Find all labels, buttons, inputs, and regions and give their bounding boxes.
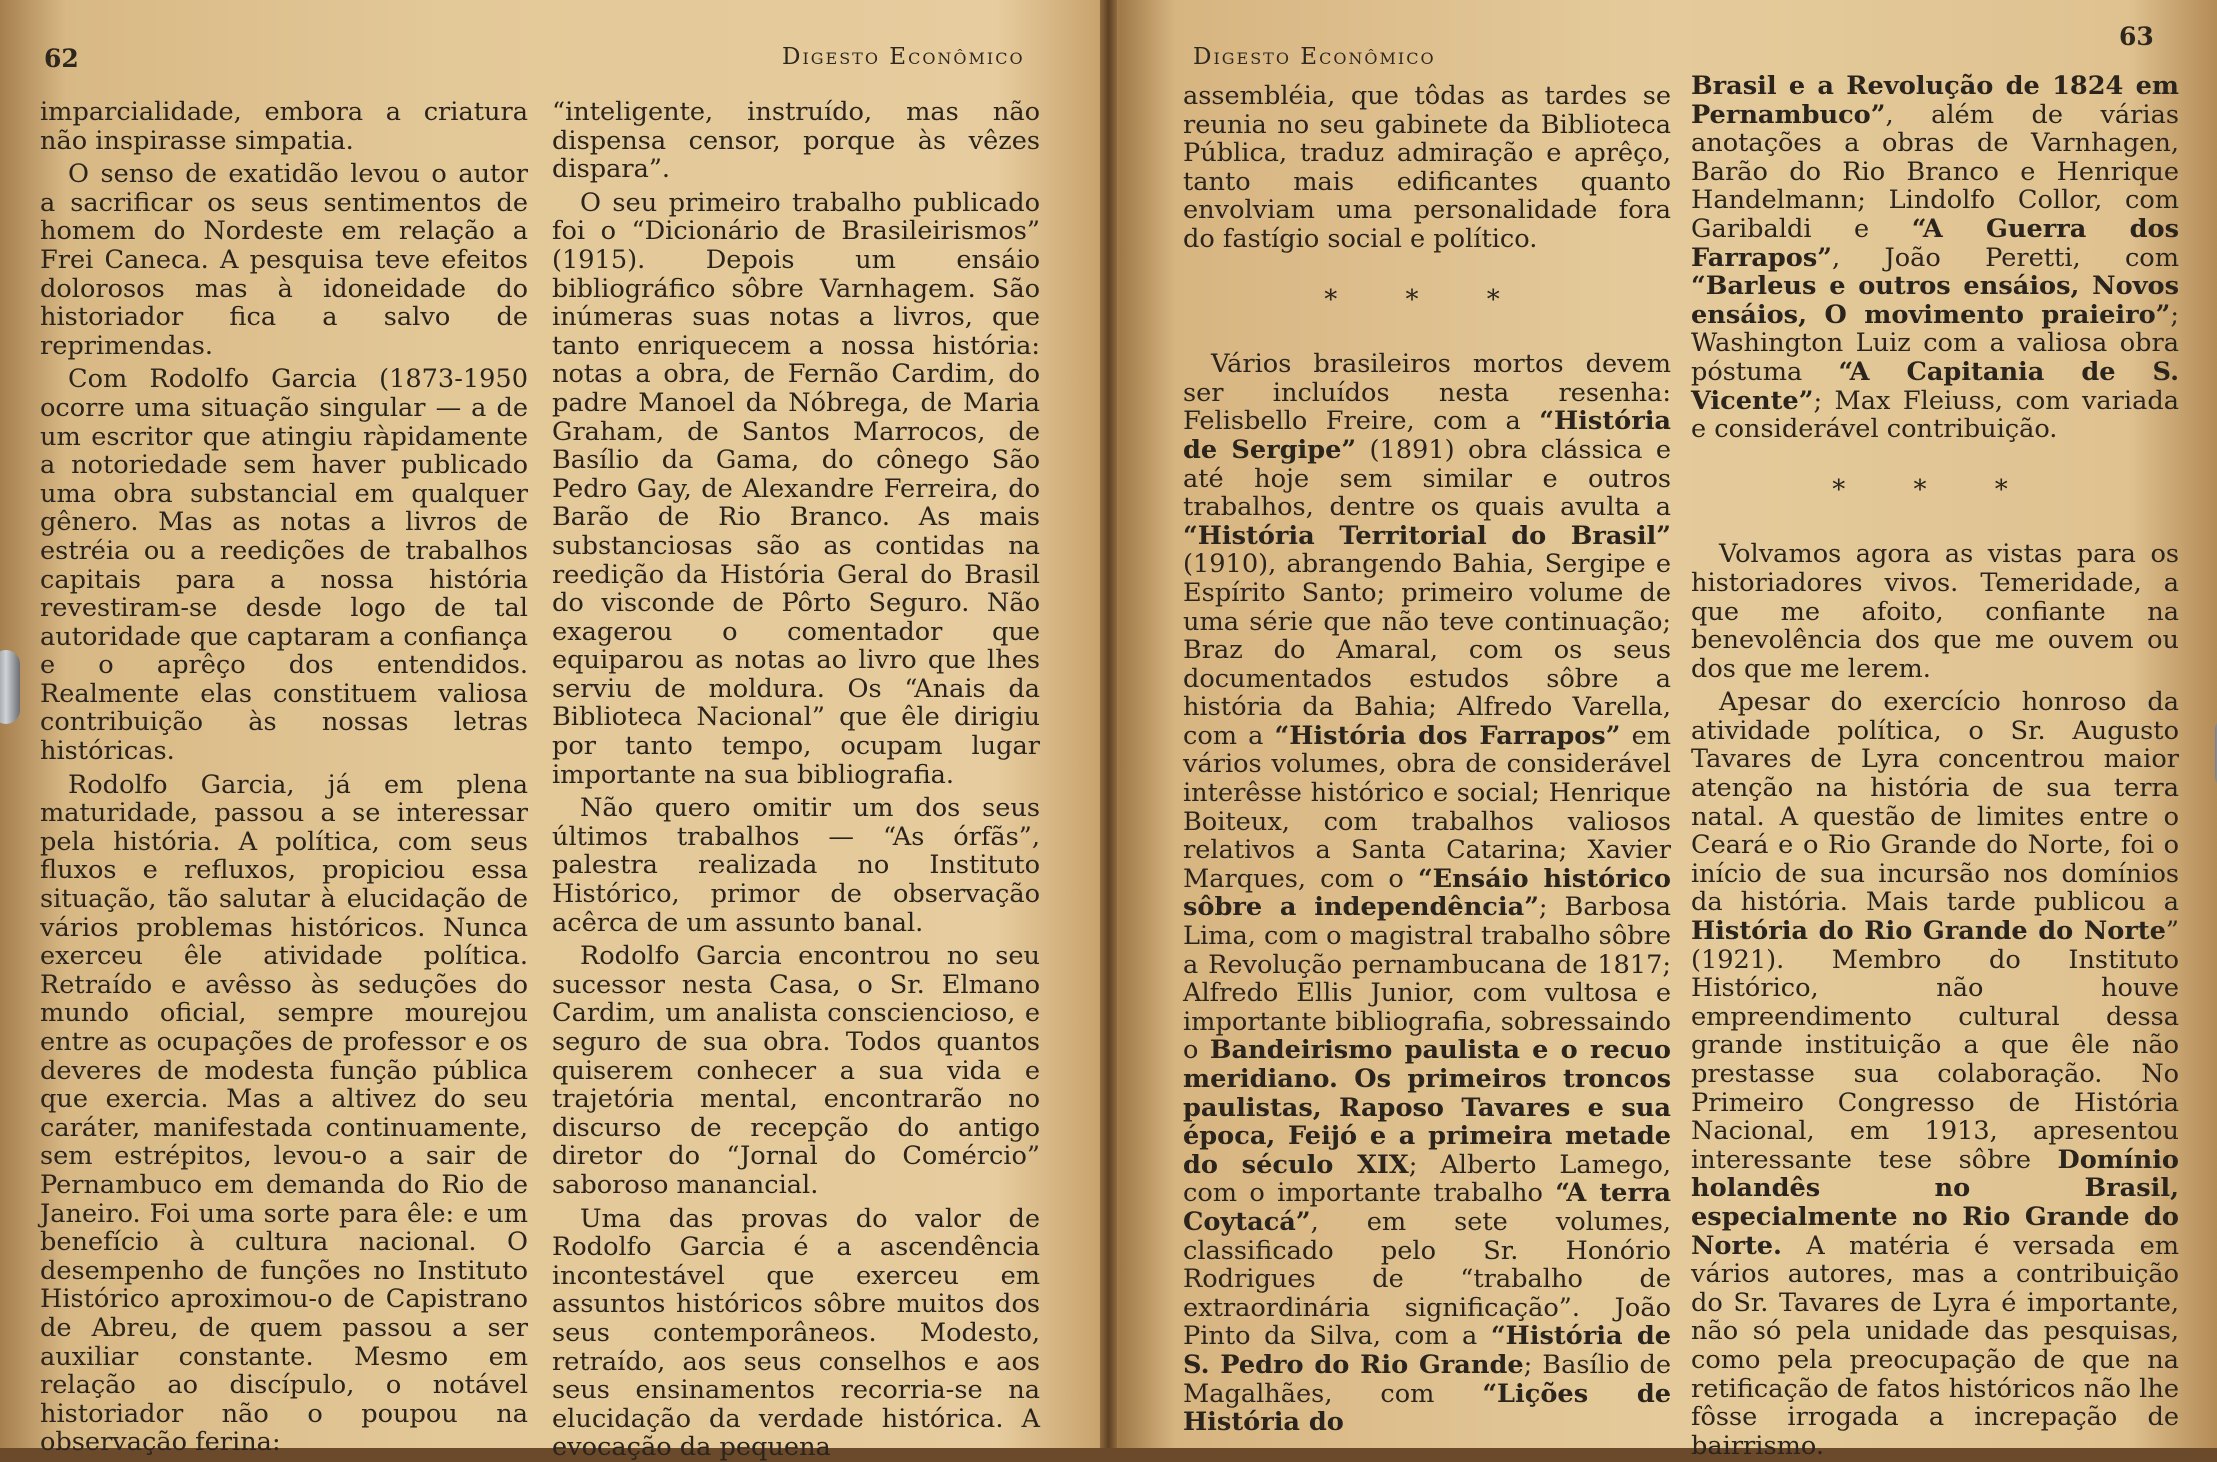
text-run: ; Washington Luiz com a valiosa obra póstuma bbox=[1691, 299, 2179, 387]
bold-title: Domínio holandês no Brasil, especialmente no Rio Grande do Norte. bbox=[1691, 1144, 2179, 1261]
paragraph: Não quero omitir um dos seus últimos trabalhos — “As órfãs”, palestra realizada no Instituto Histórico, primor de observação acêrca de um assunto banal. bbox=[552, 793, 1040, 938]
paragraph: Uma das provas do valor de Rodolfo Garcia é a ascendência incontestável que exerceu em assuntos históricos sôbre muitos dos seus contemporâneos. Modesto, retraído, aos seus conselhos e aos seus ensinamentos recorria-se na elucidação da verdade histórica. A evocação da pequena bbox=[552, 1203, 1040, 1462]
bold-title: “História de S. Pedro do Rio Grande bbox=[1183, 1321, 1671, 1380]
book-gutter bbox=[1100, 0, 1117, 1448]
bold-title: “História Territorial do Brasil” bbox=[1183, 520, 1671, 551]
bold-title: “Barleus e outros ensáios, Novos ensáios, O movimento praieiro” bbox=[1691, 271, 2179, 330]
right-column-2 bbox=[1691, 72, 2179, 1460]
bold-title: “A terra Coytacá” bbox=[1183, 1178, 1672, 1237]
paragraph: Rodolfo Garcia, já em plena maturidade, passou a se interessar pela história. A política, com seus fluxos e refluxos, propiciou essa situação, tão salutar à elucidação de vários problemas históricos. Nunca exerceu êle atividade política. Retraído e avêsso às seduções do mundo oficial, sempre mourejou entre as ocupações de professor e os deveres de modesta função pública que exercia. Mas a altivez do seu caráter, manifestada continuamente, sem estrépitos, levou-o a sair de Pernambuco em demanda do Rio de Janeiro. Foi uma sorte para êle: e um benefício à cultura nacional. O desempenho de funções no Instituto Histórico aproximou-o de Capistrano de Abreu, de quem passou a ser auxiliar constante. Mesmo em relação ao discípulo, o notável historiador não o poupou na observação ferina: bbox=[40, 769, 528, 1458]
paragraph-historiadores-vivos bbox=[1691, 540, 2179, 683]
text-run: Volvamos agora as vistas para os historiadores vivos. Temeridade, a que me afoito, confiante na benevolência dos que me ouvem ou dos que me lerem. bbox=[1691, 539, 2179, 684]
text-run: A matéria é versada em vários autores, mas a contribuição do Sr. Tavares de Lyra é importante, não só pela unidade das pesquisas, como pela preocupação de que na retificação de fatos históricos não lhe fôsse irrogada a increpação de bairrismo. bbox=[1691, 1230, 2179, 1461]
bold-title: História do Rio Grande do Norte bbox=[1691, 916, 2166, 947]
text-run: ; Alberto Lamego, com o importante trabalho bbox=[1183, 1149, 1671, 1209]
text-run: , além de várias anotações a obras de Varnhagen, Barão do Rio Branco e Henrique Handelmann; Lindolfo Collor, com Garibaldi e bbox=[1691, 99, 2179, 244]
bold-title: Brasil e a Revolução de 1824 em Pernambuco” bbox=[1691, 71, 2179, 130]
bold-title: “Ensáio histórico sôbre a independência” bbox=[1183, 863, 1672, 923]
bold-title: “Lições de História do bbox=[1183, 1378, 1671, 1438]
binder-clip bbox=[0, 650, 20, 724]
left-column-2 bbox=[552, 98, 1040, 1462]
text-run: ” (1921). Membro do Instituto Histórico, não houve empreendimento cultural dessa grande instituição a que êle não prestasse sua colaboração. No Primeiro Congresso de História Nacional, em 1913, apresentou interessante tese sôbre bbox=[1691, 916, 2179, 1175]
paragraph: Com Rodolfo Garcia (1873-1950 ocorre uma situação singular — a de um escritor que atingiu ràpidamente a notoriedade sem haver publicado uma obra substancial em qualquer gênero. Mas as notas a livros de estréia ou a reedições de trabalhos capitais para a nossa história revestiram-se desde logo de tal autoridade que captaram a confiança e o aprêço dos entendidos. Realmente elas constituem valiosa contribuição às nossas letras históricas. bbox=[40, 364, 528, 767]
text-run: ; Basílio de Magalhães, com bbox=[1183, 1349, 1671, 1409]
text-run: (1910), abrangendo Bahia, Sergipe e Espírito Santo; primeiro volume de uma série que não teve continuação; Braz do Amaral, com os seus documentados estudos sôbre a história da Bahia; Alfredo Varella, com a bbox=[1183, 549, 1671, 751]
text-run: , em sete volumes, classificado pelo Sr. Honório Rodrigues de “trabalho de extraordinária significação”. João Pinto da Silva, com a bbox=[1183, 1206, 1671, 1352]
text-run: (1891) obra clássica e até hoje sem similar e outros trabalhos, dentre os quais avulta a bbox=[1183, 434, 1672, 523]
bold-title: Bandeirismo paulista e o recuo meridiano. Os primeiros troncos paulistas, Raposo Tavares e sua época, Feijó e a primeira metade do século XIX bbox=[1183, 1035, 1672, 1180]
bold-title: “História dos Farrapos” bbox=[1274, 720, 1621, 751]
text-run: ; Barbosa Lima, com o magistral trabalho sôbre a Revolução pernambucana de 1817; Alfredo Ellis Junior, com vultosa e importante bibliografia, sobressaindo o bbox=[1183, 892, 1672, 1066]
bold-title: “A Guerra dos Farrapos” bbox=[1691, 213, 2179, 273]
text-run: Vários brasileiros mortos devem ser incluídos nesta resenha: Felisbello Freire, com a bbox=[1183, 349, 1671, 437]
text-run: em vários volumes, obra de considerável interêsse histórico e social; Henrique Boiteux, com trabalhos valiosos relativos a Santa Catarina; Xavier Marques, com o bbox=[1183, 720, 1671, 894]
paragraph: “inteligente, instruído, mas não dispensa censor, porque às vêzes dispara”. bbox=[552, 97, 1040, 185]
paragraph: assembléia, que tôdas as tardes se reunia no seu gabinete da Biblioteca Pública, traduz admiração e aprêço, tanto mais edificantes quanto envolviam uma personalidade fora do fastígio social e político. bbox=[1183, 81, 1671, 254]
paragraph: Rodolfo Garcia encontrou no seu sucessor nesta Casa, o Sr. Elmano Cardim, um analista consciencioso, e seguro de sua obra. Todos quantos quiserem conhecer a sua vida e trajetória mental, encontrarão no discurso de recepção do antigo diretor do “Jornal do Comércio” saboroso manancial. bbox=[552, 941, 1040, 1200]
left-page bbox=[0, 0, 1100, 1462]
right-column-1 bbox=[1183, 82, 1671, 1437]
text-run: ; Max Fleiuss, com variada e considerável contribuição. bbox=[1691, 385, 2179, 445]
bold-title: “A Capitania de S. Vicente” bbox=[1691, 356, 2179, 416]
page-number: 62 bbox=[44, 44, 79, 73]
page-number: 63 bbox=[2119, 22, 2154, 51]
paragraph: imparcialidade, embora a criatura não inspirasse simpatia. bbox=[40, 97, 528, 156]
running-head: Digesto Econômico bbox=[782, 44, 1025, 70]
paragraph-continuation bbox=[1691, 72, 2179, 444]
section-separator: * * * bbox=[1832, 474, 2038, 505]
left-column-1 bbox=[40, 98, 528, 1457]
bold-title: “História de Sergipe” bbox=[1183, 406, 1671, 465]
paragraph: O seu primeiro trabalho publicado foi o “Dicionário de Brasileirismos” (1915). Depois um ensáio bibliográfico sôbre Varnhagem. São inúmeras suas notas a livros, que tanto enriquecem a nossa história: notas a obra, de Fernão Cardim, do padre Manoel da Nóbrega, de Maria Graham, de Santos Marrocos, de Basílio da Gama, do cônego São Pedro Gay, de Alexandre Ferreira, do Barão de Rio Branco. As mais substanciosas são as contidas na reedição da História Geral do Brasil do visconde de Pôrto Seguro. Não exagerou o comentador que equiparou as notas ao livro que lhes serviu de moldura. Os “Anais da Biblioteca Nacional” que êle dirigiu por tanto tempo, ocupam lugar importante na sua bibliografia. bbox=[552, 187, 1040, 790]
running-head: Digesto Econômico bbox=[1193, 44, 1436, 70]
text-run: Apesar do exercício honroso da atividade política, o Sr. Augusto Tavares de Lyra concentrou maior atenção na história de sua terra natal. A questão de limites entre o Ceará e o Rio Grande do Norte, foi o início de sua incursão nos domínios da história. Mais tarde publicou a bbox=[1691, 687, 2179, 918]
right-page bbox=[1117, 0, 2217, 1461]
paragraph-felisbello bbox=[1183, 350, 1671, 1437]
section-separator: * * * bbox=[1324, 284, 1530, 315]
paragraph: O senso de exatidão levou o autor a sacrificar os seus sentimentos de homem do Nordeste em relação a Frei Caneca. A pesquisa teve efeitos dolorosos mas à idoneidade do historiador fica a salvo de reprimendas. bbox=[40, 159, 528, 361]
paragraph-tavares-de-lyra bbox=[1691, 688, 2179, 1460]
text-run: , João Peretti, com bbox=[1832, 242, 2179, 273]
